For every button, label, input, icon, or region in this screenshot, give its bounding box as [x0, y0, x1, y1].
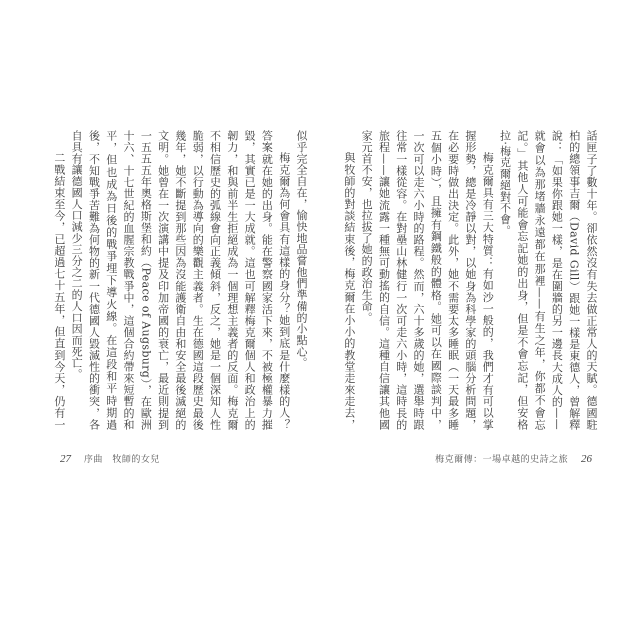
- running-head: 序曲 牧師的女兒: [83, 455, 160, 465]
- left-page-text: [48, 130, 310, 430]
- paragraph: 梅克爾具有三大特質：有如沙一般的，我們才有可以掌握形勢，總是冷靜以對，以她身為科學家的頭腦分析問題，在必要時做出決定。此外，她不需要太多睡眠（一天最多睡五個小時），且擁有鋼鐵般的體格。她可以在國際談判中，一次可以走六小時的路程。然而，六十多歲的她，選舉時跟往常一樣從容。在對壘山林健行一次可走六小時，這時長的旅程——讓她流露一種無可動搖的自信。這種自信讓其他國家元首不安，也拉拔了她的政治生命。: [360, 130, 495, 430]
- left-page-body: [48, 130, 310, 430]
- paragraph: 似乎完全自在，愉快地品嘗他們準備的小點心。: [295, 130, 308, 369]
- right-page-body: [338, 130, 600, 430]
- paragraph: 話匣子了數十年。卻依然沒有失去做正常人的天賦。德國駐柏的總領事吉爾（David Gill）跟她一樣是東德人，曾解釋說：「如果你跟她一樣，是在圍牆的另一邊長大成人的——就會以為那堵牆永遠都在那裡——有生之年，你都不會忘記。」其他人可能會忘記她的出身，但是不會忘記，但安格拉‧梅克爾絕對不會。: [498, 130, 598, 430]
- page-number: 27: [60, 453, 71, 465]
- right-page-footer: [425, 452, 592, 465]
- paragraph: 與牧師的對談結束後，梅克爾在小小的教堂走來走去，: [342, 152, 356, 430]
- paragraph: 二戰結束至今，已超過七十五年，但直到今天，仍有一: [52, 152, 66, 430]
- left-page-footer: [60, 452, 170, 465]
- right-page-text: [338, 130, 600, 430]
- paragraph: 梅克爾為何會具有這樣的身分？她到底是什麼樣的人？答案就在她的出身。能在警察國家活下來，不被極權暴力摧毀，其實已是一大成就。這也可解釋梅克爾個人和政治上的韌力，和與前半生拒絕成為一個理想主義者的反面。梅克爾不相信歷史的弧線會向正義傾斜，反之，她是一個深知人性脆弱，以行動為導向的樂觀主義者。生在德國這段歷史最後幾年，她不斷提到那些因為沒能護衛自由和安全最後滅絕的文明。她曾在一次演講中提及印加帝國的衰亡，最近則提到一五五五年奧格斯堡和約（Peace of Augsburg），在歐洲十六、十七世紀的血腥宗教戰爭中，這個合約帶來短暫的和平，但也成為日後的戰爭埋下導火線。在這段和平時期過後，不知戰爭苦難為何物的新一代德國人毀滅性的衝突，各自具有讓德國人口減少三分之二的人口因而死亡。: [70, 130, 291, 430]
- running-head: 梅克爾傳：一場卓越的史詩之旅: [435, 455, 569, 465]
- page-number: 26: [581, 453, 592, 465]
